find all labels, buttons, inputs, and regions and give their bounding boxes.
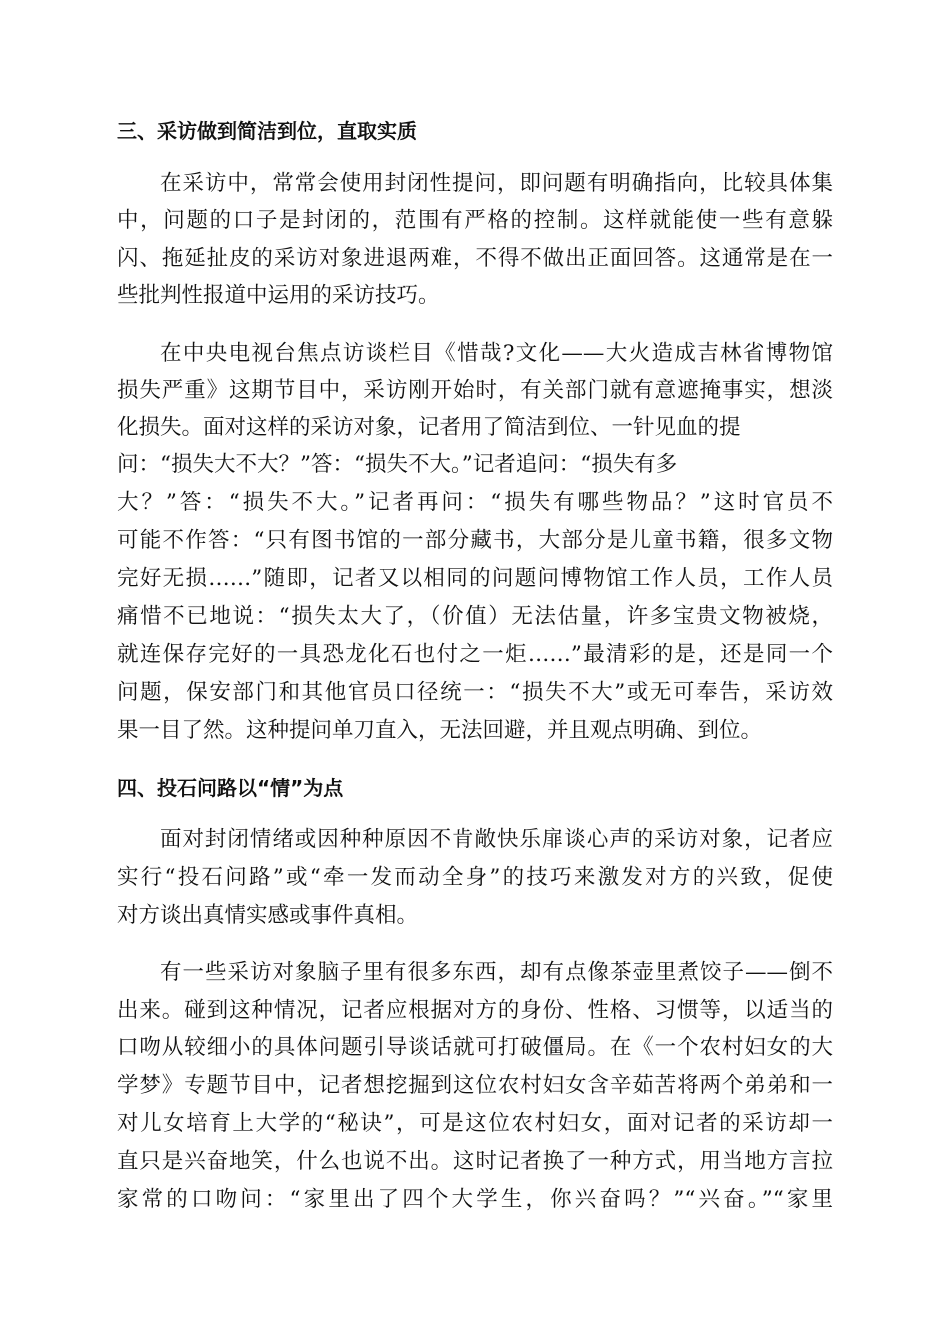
paragraph-line: 学梦》专题节目中，记者想挖掘到这位农村妇女含辛茹苦将两个弟弟和一 bbox=[117, 1073, 833, 1098]
paragraph-line: 大？”答：“损失不大。”记者再问：“损失有哪些物品？”这时官员不 bbox=[117, 490, 833, 515]
paragraph-line: 实行“投石问路”或“牵一发而动全身”的技巧来激发对方的兴致，促使 bbox=[117, 865, 833, 890]
paragraph-line: 痛惜不已地说：“损失太大了，（价值）无法估量，许多宝贵文物被烧， bbox=[117, 604, 833, 629]
paragraph-line: 完好无损……”随即，记者又以相同的问题问博物馆工作人员，工作人员 bbox=[117, 566, 833, 591]
paragraph-line: 口吻从较细小的具体问题引导谈话就可打破僵局。在《一个农村妇女的大 bbox=[117, 1035, 833, 1060]
paragraph-line: 对儿女培育上大学的“秘诀”，可是这位农村妇女，面对记者的采访却一 bbox=[117, 1111, 833, 1136]
paragraph-line: 中，问题的口子是封闭的，范围有严格的控制。这样就能使一些有意躲 bbox=[117, 208, 833, 233]
paragraph-line: 有一些采访对象脑子里有很多东西，却有点像茶壶里煮饺子——倒不 bbox=[160, 960, 833, 985]
paragraph-line: 面对封闭情绪或因种种原因不肯敞快乐扉谈心声的采访对象，记者应 bbox=[160, 827, 833, 852]
section-heading-3: 三、采访做到简洁到位，直取实质 bbox=[117, 119, 417, 143]
paragraph-line: 在中央电视台焦点访谈栏目《惜哉?文化——大火造成吉林省博物馆 bbox=[160, 341, 833, 366]
paragraph-line: 果一目了然。这种提问单刀直入，无法回避，并且观点明确、到位。 bbox=[117, 718, 763, 743]
paragraph-line: 损失严重》这期节目中，采访刚开始时，有关部门就有意遮掩事实，想淡 bbox=[117, 378, 833, 403]
paragraph-line: 在采访中，常常会使用封闭性提问，即问题有明确指向，比较具体集 bbox=[160, 171, 833, 196]
paragraph-line: 些批判性报道中运用的采访技巧。 bbox=[117, 283, 440, 308]
paragraph-line: 闪、拖延扯皮的采访对象进退两难，不得不做出正面回答。这通常是在一 bbox=[117, 246, 833, 271]
paragraph-line: 对方谈出真情实感或事件真相。 bbox=[117, 903, 419, 928]
paragraph-line: 家常的口吻问：“家里出了四个大学生，你兴奋吗？”“兴奋。”“家里 bbox=[117, 1187, 833, 1212]
paragraph-line: 直只是兴奋地笑，什么也说不出。这时记者换了一种方式，用当地方言拉 bbox=[117, 1149, 833, 1174]
section-heading-4: 四、投石问路以“情”为点 bbox=[117, 776, 344, 800]
paragraph-line: 问题，保安部门和其他官员口径统一：“损失不大”或无可奉告，采访效 bbox=[117, 680, 833, 705]
paragraph-line: 就连保存完好的一具恐龙化石也付之一炬……”最清彩的是，还是同一个 bbox=[117, 642, 833, 667]
paragraph-line: 问：“损失大不大？”答：“损失不大。”记者追问：“损失有多 bbox=[117, 452, 678, 477]
paragraph-line: 可能不作答：“只有图书馆的一部分藏书，大部分是儿童书籍，很多文物 bbox=[117, 528, 833, 553]
paragraph-line: 化损失。面对这样的采访对象，记者用了简洁到位、一针见血的提 bbox=[117, 415, 741, 440]
paragraph-line: 出来。碰到这种情况，记者应根据对方的身份、性格、习惯等，以适当的 bbox=[117, 998, 833, 1023]
